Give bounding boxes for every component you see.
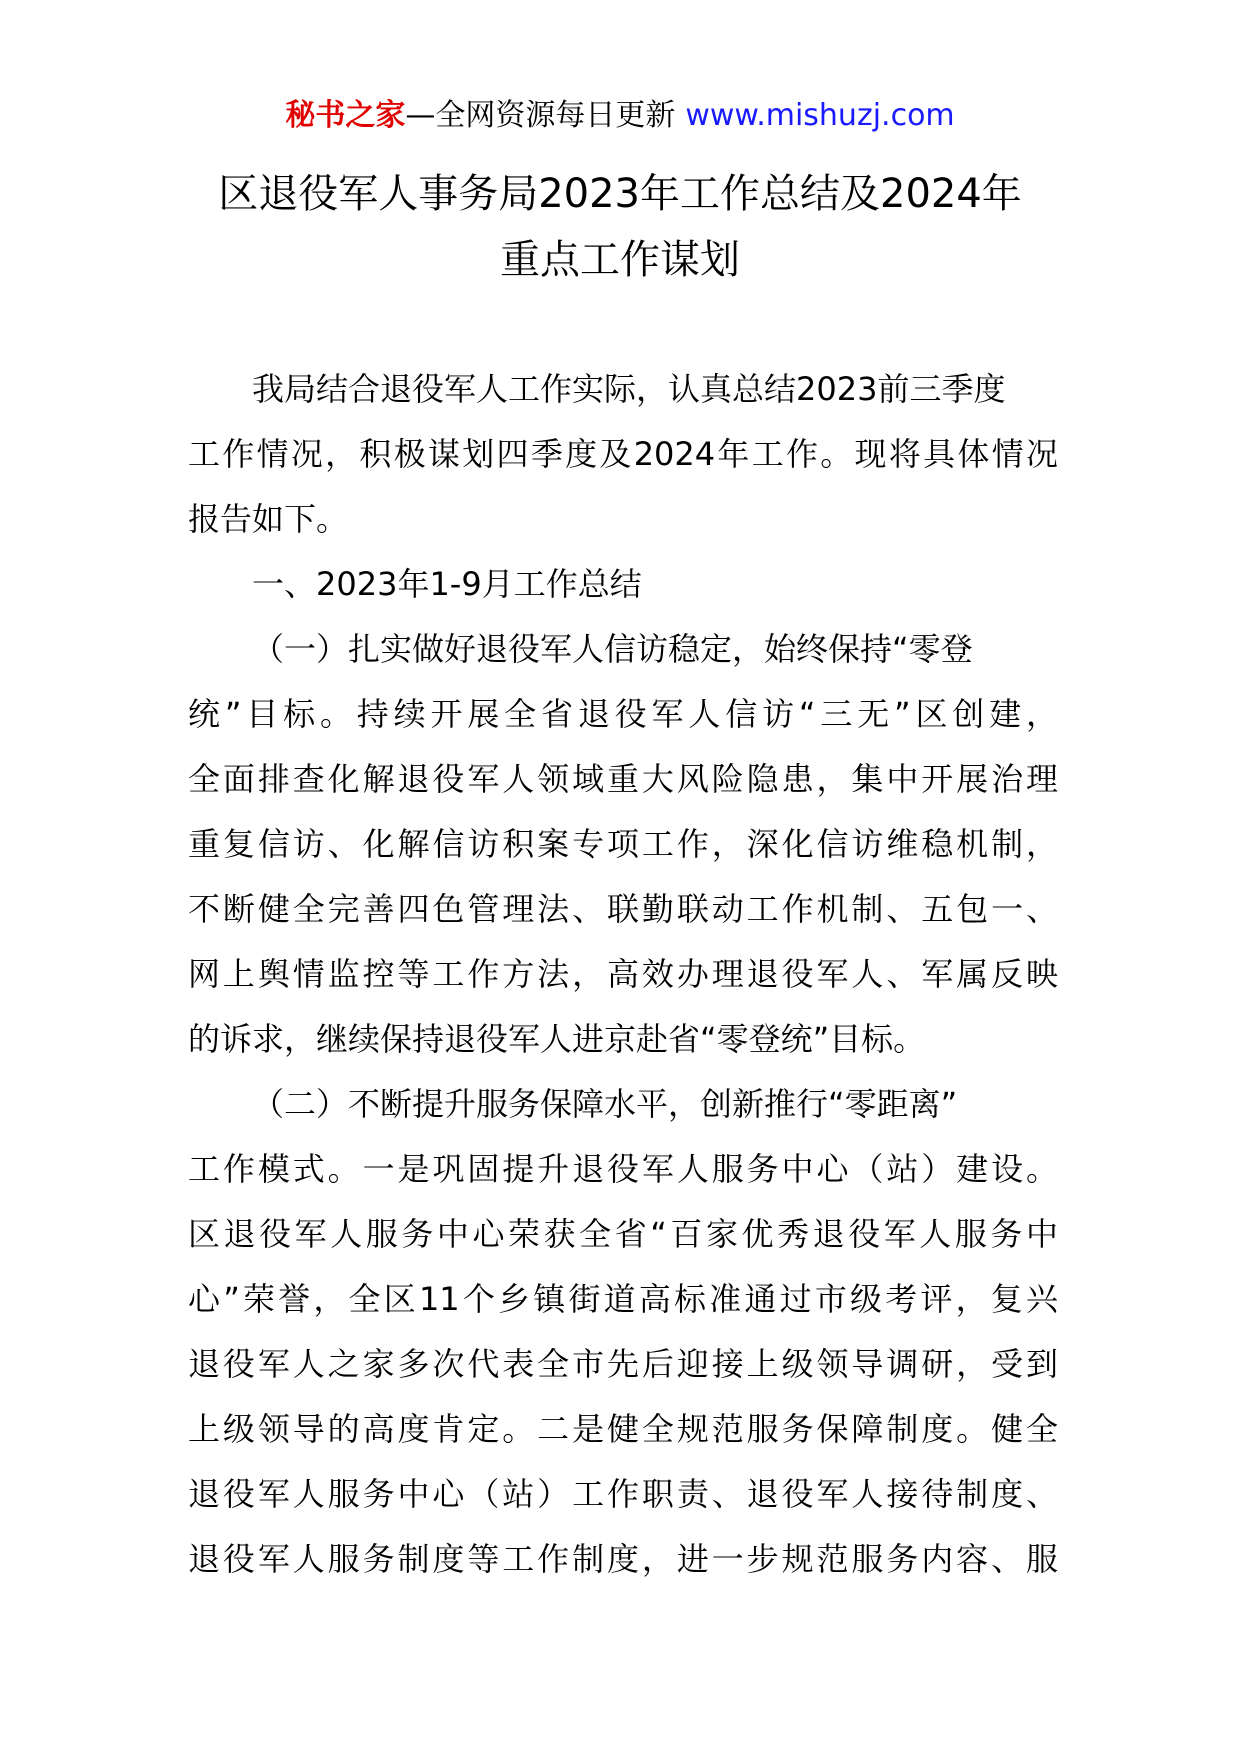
body-line: 退役军人服务制度等工作制度，进一步规范服务内容、服 [188,1540,1058,1578]
header-tagline: 全网资源每日更新 [435,98,676,133]
body-line: 报告如下。 [188,500,349,538]
document-title-line-1: 区退役军人事务局2023年工作总结及2024年 [218,171,1022,217]
body-line: 退役军人服务中心（站）工作职责、退役军人接待制度、 [188,1475,1058,1513]
body-line: 退役军人之家多次代表全市先后迎接上级领导调研，受到 [188,1345,1058,1383]
site-url-link[interactable]: www.mishuzj.com [685,98,955,133]
body-line: 工作情况，积极谋划四季度及2024年工作。现将具体情况 [188,435,1058,473]
body-line: 不断健全完善四色管理法、联勤联动工作机制、五包一、 [188,890,1058,928]
header-dash: — [405,98,436,133]
body-line: 我局结合退役军人工作实际，认真总结2023前三季度 [252,370,1006,408]
body-line: 工作模式。一是巩固提升退役军人服务中心（站）建设。 [188,1150,1058,1188]
document-body [188,357,1058,1592]
body-line: （一）扎实做好退役军人信访稳定，始终保持“零登 [252,630,973,668]
body-line: （二）不断提升服务保障水平，创新推行“零距离” [252,1085,958,1123]
site-header [0,96,1240,136]
section-heading: 一、2023年1-9月工作总结 [252,565,642,603]
body-line: 全面排查化解退役军人领域重大风险隐患，集中开展治理 [188,760,1058,798]
body-line: 心”荣誉，全区11个乡镇街道高标准通过市级考评，复兴 [188,1280,1058,1318]
body-line: 区退役军人服务中心荣获全省“百家优秀退役军人服务中 [188,1215,1058,1253]
body-line: 统”目标。持续开展全省退役军人信访“三无”区创建， [188,695,1058,733]
document-title-line-2: 重点工作谋划 [500,237,740,283]
body-line: 的诉求，继续保持退役军人进京赴省“零登统”目标。 [188,1020,926,1058]
brand-name: 秘书之家 [285,98,406,133]
body-line: 网上舆情监控等工作方法，高效办理退役军人、军属反映 [188,955,1058,993]
body-line: 重复信访、化解信访积案专项工作，深化信访维稳机制， [188,825,1058,863]
body-line: 上级领导的高度肯定。二是健全规范服务保障制度。健全 [188,1410,1058,1448]
